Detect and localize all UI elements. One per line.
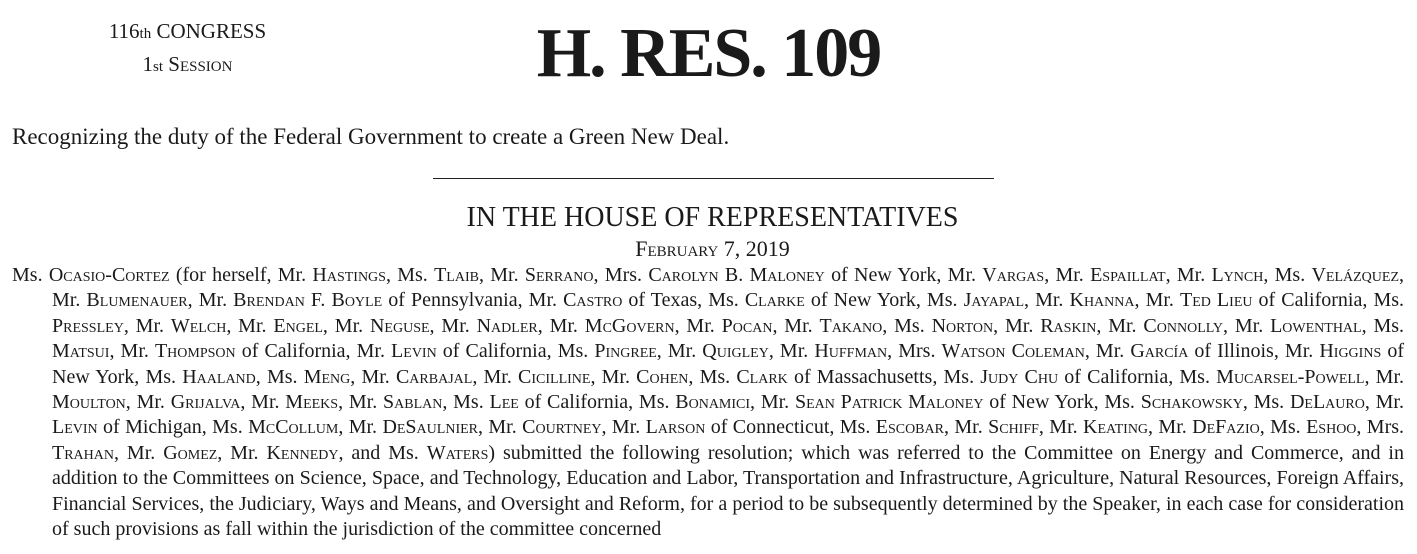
sponsor-text: , Ms.: [255, 365, 304, 388]
member-name: Quigley: [702, 340, 769, 363]
member-name: Judy Chu: [980, 365, 1059, 388]
sponsor-text: , Mr.: [1364, 365, 1405, 388]
member-name: Matsui: [52, 340, 110, 363]
sponsor-text: , Mrs.: [1356, 416, 1405, 439]
member-name: Castro: [563, 289, 623, 312]
member-name: Velázquez: [1311, 264, 1400, 286]
member-name: Levin: [391, 340, 437, 363]
member-name: Escobar: [875, 416, 944, 439]
member-name: Neguse: [369, 314, 430, 337]
member-name: Watson Coleman: [941, 340, 1085, 363]
sponsor-text: , Mr.: [350, 365, 396, 388]
member-name: Haaland: [182, 365, 256, 388]
member-name: Vargas: [982, 264, 1045, 286]
sponsor-text: Ms.: [12, 264, 49, 286]
sponsor-text: , Mr.: [478, 416, 523, 439]
member-name: Courtney: [522, 416, 602, 439]
member-name: Gomez: [163, 441, 218, 464]
sponsor-text: , Mr.: [338, 416, 383, 439]
member-name: Trahan: [52, 441, 114, 464]
member-name: Pressley: [52, 314, 124, 337]
session-label: Session: [168, 52, 233, 76]
member-name: Schakowsky: [1140, 391, 1243, 414]
member-name: Clarke: [744, 289, 805, 312]
member-name: Mucarsel-Powell: [1216, 365, 1365, 388]
introduction-date: February 7, 2019: [635, 236, 790, 261]
sponsor-text: , Mr.: [1223, 314, 1271, 337]
member-name: Bonamici: [675, 391, 751, 414]
member-name: Jayapal: [963, 289, 1025, 312]
member-name: Moulton: [52, 391, 126, 414]
sponsor-text: of Connecticut, Ms.: [705, 416, 876, 439]
member-name: Carbajal: [395, 365, 473, 388]
sponsor-text: , Mr.: [1024, 289, 1070, 312]
sponsor-text: of California, Mr.: [235, 340, 392, 363]
sponsor-text: , Mr.: [1148, 416, 1193, 439]
member-name: Lowenthal: [1270, 314, 1362, 337]
sponsor-text: , Mr.: [1364, 391, 1404, 414]
member-name: Sean Patrick Maloney: [794, 391, 984, 414]
member-name: McCollum: [248, 416, 339, 439]
sponsor-text: , Mr.: [1044, 264, 1091, 286]
sponsor-text: , Mr.: [109, 340, 155, 363]
sponsor-text: , Mr.: [993, 314, 1041, 337]
member-name: Waters: [426, 441, 489, 464]
sponsor-text: , Mr.: [240, 391, 286, 414]
sponsor-text: , Ms.: [1259, 416, 1307, 439]
member-name: Khanna: [1069, 289, 1135, 312]
sponsors-paragraph: [12, 263, 1404, 542]
sponsor-text: , Mr.: [114, 441, 164, 464]
member-name: Nadler: [476, 314, 538, 337]
sponsor-text: , Mr.: [1038, 416, 1084, 439]
session-number: 1: [142, 52, 154, 76]
sponsor-text: of Pennsylvania, Mr.: [382, 289, 564, 312]
member-name: Welch: [170, 314, 227, 337]
sponsor-text: , Ms.: [882, 314, 932, 337]
sponsor-text: , Mr.: [1084, 340, 1131, 363]
sponsor-text: , Mr.: [322, 314, 370, 337]
member-name: Grijalva: [170, 391, 241, 414]
sponsor-text: , Mr.: [226, 314, 274, 337]
member-name: Espaillat: [1090, 264, 1166, 286]
member-name: Higgins: [1319, 340, 1382, 363]
sponsor-text: , Mr.: [478, 264, 525, 286]
member-name: Tlaib: [434, 264, 479, 286]
sponsor-text: , Mr.: [590, 365, 637, 388]
sponsor-text: , Mr.: [537, 314, 585, 337]
member-name: Serrano: [524, 264, 594, 286]
sponsor-text: , Mr.: [429, 314, 477, 337]
member-name: Clark: [736, 365, 788, 388]
sponsor-text: of Texas, Ms.: [622, 289, 745, 312]
sponsor-text: , Ms.: [1242, 391, 1290, 414]
sponsor-text: of New York, Ms.: [52, 340, 1404, 388]
member-name: Carolyn B. Maloney: [648, 264, 825, 286]
member-name: DeLauro: [1289, 391, 1365, 414]
sponsor-text: of California, Ms.: [436, 340, 595, 363]
member-name: Eshoo: [1306, 416, 1357, 439]
member-name: Brendan F. Boyle: [233, 289, 383, 312]
congress-label: CONGRESS: [156, 19, 267, 43]
chamber-heading: IN THE HOUSE OF REPRESENTATIVES: [466, 202, 959, 233]
member-name: Huffman: [814, 340, 888, 363]
member-name: García: [1130, 340, 1189, 363]
sponsor-text: , Mr.: [656, 340, 703, 363]
member-name: Larson: [645, 416, 706, 439]
member-name: Pingree: [594, 340, 657, 363]
sponsor-text: , Mr.: [768, 340, 815, 363]
member-name: Thompson: [154, 340, 236, 363]
sponsor-text: of New York, Ms.: [804, 289, 964, 312]
member-name: Sablan: [383, 391, 443, 414]
sponsor-text: of Michigan, Ms.: [97, 416, 249, 439]
member-name: DeFazio: [1192, 416, 1260, 439]
sponsor-text: of California, Ms.: [1058, 365, 1217, 388]
sponsor-text: , Mr.: [1096, 314, 1144, 337]
resolution-title: Recognizing the duty of the Federal Government to create a Green New Deal.: [12, 124, 730, 149]
sponsor-text: , Mr.: [601, 416, 646, 439]
sponsor-text: , Mrs.: [593, 264, 649, 286]
sponsor-text: , Mr.: [217, 441, 267, 464]
member-name: Raskin: [1040, 314, 1097, 337]
member-name: DeSaulnier: [382, 416, 478, 439]
member-name: Cohen: [636, 365, 689, 388]
member-name: Pocan: [721, 314, 773, 337]
sponsor-text: , Ms.: [1361, 314, 1405, 337]
bill-number: H. RES. 109: [536, 15, 881, 92]
sponsor-text: , Mr.: [187, 289, 234, 312]
sponsor-text: , Ms.: [385, 264, 435, 286]
session-ordinal: st: [153, 59, 164, 75]
member-name: Connolly: [1143, 314, 1223, 337]
sponsor-text: (for herself, Mr.: [169, 264, 313, 286]
member-name: Ted Lieu: [1179, 289, 1253, 312]
member-name: Keating: [1083, 416, 1149, 439]
sponsor-text: , Ms.: [442, 391, 490, 414]
sponsor-text: of New York, Ms.: [983, 391, 1141, 414]
sponsor-text: , Mr.: [1165, 264, 1212, 286]
sponsor-text: , Mr.: [123, 314, 171, 337]
member-name: Ocasio-Cortez: [48, 264, 170, 286]
sponsor-text: , Ms.: [688, 365, 737, 388]
member-name: Lee: [489, 391, 519, 414]
sponsor-text: , Mr.: [125, 391, 171, 414]
member-name: Blumenauer: [86, 289, 188, 312]
sponsor-text: , Mr.: [943, 416, 989, 439]
congress-number: 116: [108, 19, 140, 43]
sponsor-text: , Mr.: [750, 391, 795, 414]
congress-ordinal: th: [139, 26, 152, 42]
sponsor-text: , Mrs.: [887, 340, 942, 363]
sponsor-text: of Illinois, Mr.: [1188, 340, 1320, 363]
sponsor-text: , Mr.: [338, 391, 383, 414]
sponsor-text: , Mr.: [674, 314, 722, 337]
sponsor-text: of Massachusetts, Ms.: [787, 365, 981, 388]
member-name: Takano: [819, 314, 883, 337]
sponsor-text: of California, Ms.: [1252, 289, 1405, 312]
title-divider: [433, 178, 994, 179]
member-name: Levin: [52, 416, 98, 439]
member-name: Engel: [273, 314, 323, 337]
member-name: Norton: [931, 314, 994, 337]
member-name: Lynch: [1211, 264, 1264, 286]
sponsor-text: , Mr.: [472, 365, 519, 388]
sponsor-text: of California, Ms.: [518, 391, 676, 414]
sponsor-text: of New York, Mr.: [824, 264, 983, 286]
member-name: McGovern: [584, 314, 675, 337]
sponsor-text: , Mr.: [772, 314, 820, 337]
member-name: Meeks: [285, 391, 339, 414]
sponsor-text: , Mr.: [1134, 289, 1180, 312]
member-name: Schiff: [988, 416, 1039, 439]
sponsor-text: , Ms.: [1263, 264, 1312, 286]
member-name: Hastings: [312, 264, 386, 286]
member-name: Cicilline: [518, 365, 591, 388]
sponsor-text: , and Ms.: [338, 441, 427, 464]
sponsor-text: , Mr.: [52, 264, 1405, 312]
member-name: Meng: [303, 365, 351, 388]
sponsor-text: ) submitted the following resolution; which was referred to the Committee on Energy and Commerce, and in addition to the Committees on Science, Space, and Technology, Education and Labor, Transportation and Infrastructure, Agriculture, Natural Resources, Foreign Affairs, Financial Services, the Judiciary, Ways and Means, and Oversight and Reform, for a period to be subsequently determined by the Speaker, in each case for consideration of such provisions as fall within the jurisdiction of the committee concerned: [52, 441, 1404, 541]
member-name: Kennedy: [266, 441, 339, 464]
